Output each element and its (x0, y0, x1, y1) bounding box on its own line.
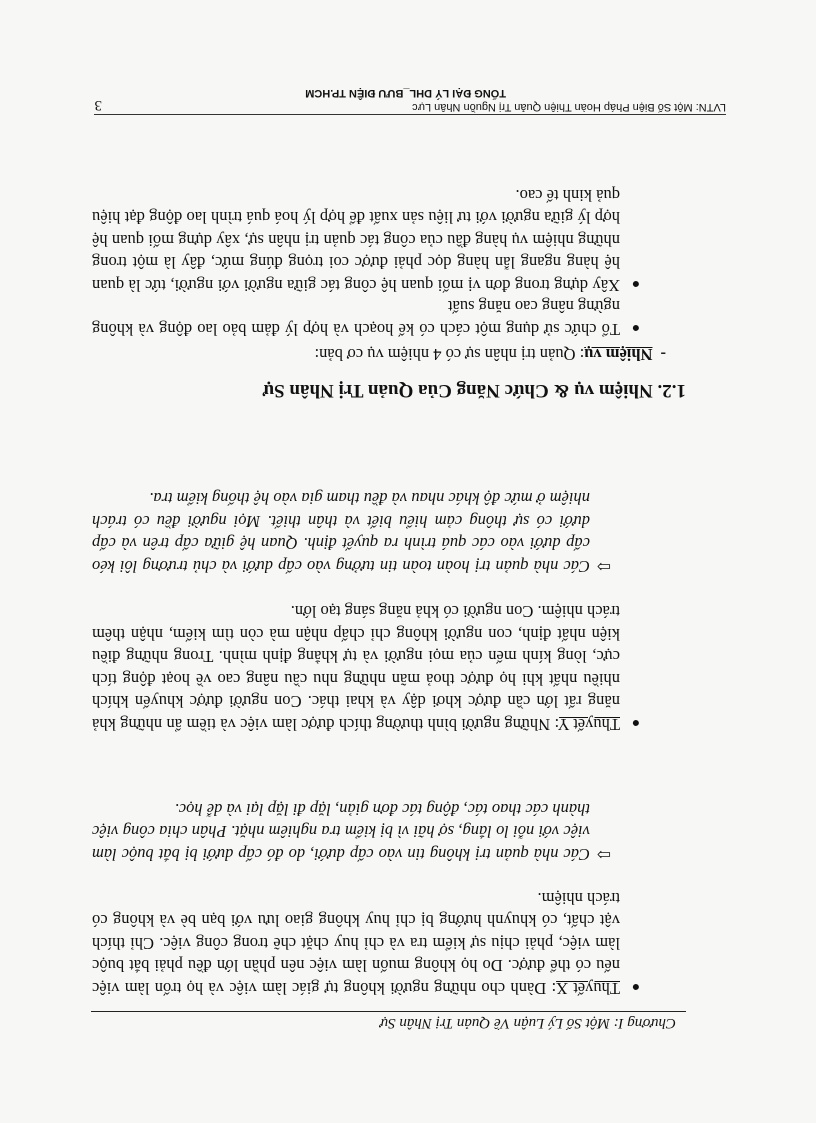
footer-thesis: LVTN: Một Số Biện Pháp Hoàn Thiện Quản Trị Nguồn Nhân Lực (412, 101, 726, 113)
task-item-2: Xây dựng trong đơn vị mối quan hệ công tác giữa người với người, tức là quan hệ hàng ngang lẫn hàng dọc phải được coi trọng đúng mức, đây là một trong những nhiệm vụ hàng đầu của công tác quản trị nhân sự, xây dựng mối quan hệ hợp lý giữa người với tư liệu sản xuất để hợp lý hoá quá trình lao động đạt hiệu quả kinh tế cao. (92, 186, 620, 295)
bullet-icon: ● (631, 979, 640, 994)
bullet-icon: ● (631, 320, 640, 335)
arrow-right-icon: ⇨ (596, 845, 611, 864)
task-term: Nhiệm vụ (584, 345, 653, 364)
task-item-1: Tổ chức sử dụng một cách có kế hoạch và hợp lý đảm bảo lao động và không ngừng nâng cao năng suất (92, 297, 620, 339)
chapter-header: Chương I: Một Số Lý Luận Về Quản Trị Nhân Sự (379, 1015, 676, 1031)
theory-y-text: : Những người bình thường thích được làm việc và tiềm ẩn những khả năng rất lớn cần được khơi dậy và khai thác. Con người được khuyến khích nhiều nhất khi họ được thoả mãn những nhu cầu nâng cao về hoạt động tích cực, lòng kính mến của mọi người và tự khẳng định mình. Trong những điều kiện nhất định, con người không chỉ chấp nhận mà còn tìm kiếm, nhận thêm trách nhiệm. Con người có khả năng sáng tạo lớn. (92, 602, 620, 734)
theory-x-paragraph (92, 887, 620, 1000)
footer-organization: TỔNG ĐẠI LÝ DHL_BƯU ĐIỆN TP.HCM (305, 87, 506, 99)
theory-x-text: : Dành cho những người không tự giác làm việc và họ trốn làm việc nếu có thể được. Do họ không muốn làm việc nên phần lớn đều phải bắt buộc làm việc, phải chịu sự kiểm tra và chỉ huy chặt chẽ trong công việc. Chỉ thích vật chất, có khuynh hướng bị chỉ huy không giao lưu với bạn bè và không có trách nhiệm. (91, 889, 620, 998)
header-rule (91, 1011, 686, 1012)
page-number: 3 (94, 97, 102, 113)
theory-x-consequence: Các nhà quản trị không tin vào cấp dưới, do đó cấp dưới bị bắt buộc làm việc với nỗi lo lắng, sợ hãi vì bị kiểm tra nghiêm nhặt. Phân chia công việc thành các thao tác, động tác đơn giản, lặp đi lặp lại và dễ học. (92, 800, 590, 864)
task-intro-text: : Quản trị nhân sự có 4 nhiệm vụ cơ bản: (314, 345, 585, 364)
bullet-icon: ● (631, 715, 640, 730)
theory-y-term: Thuyết Y (559, 715, 620, 734)
theory-x-term: Thuyết X (556, 979, 620, 998)
footer-rule (94, 114, 726, 115)
arrow-right-icon: ⇨ (596, 557, 611, 576)
bullet-icon: ● (631, 276, 640, 291)
theory-y-consequence: Các nhà quản trị hoàn toàn tin tưởng vào cấp dưới và chủ trương lôi kéo cấp dưới vào các quá trình ra quyết định. Quan hệ giữa cấp trên và cấp dưới có sự thông cảm hiểu biết và thân thiết. Mọi người đều có trách nhiệm ở mức độ khác nhau và đều tham gia vào hệ thống kiểm tra. (92, 489, 590, 576)
task-intro: -Nhiệm vụ: Quản trị nhân sự có 4 nhiệm vụ cơ bản: (314, 345, 666, 364)
theory-y-paragraph (92, 600, 620, 735)
section-heading: 1.2. Nhiệm vụ & Chức Năng Của Quản Trị Nhân Sự (262, 380, 686, 401)
